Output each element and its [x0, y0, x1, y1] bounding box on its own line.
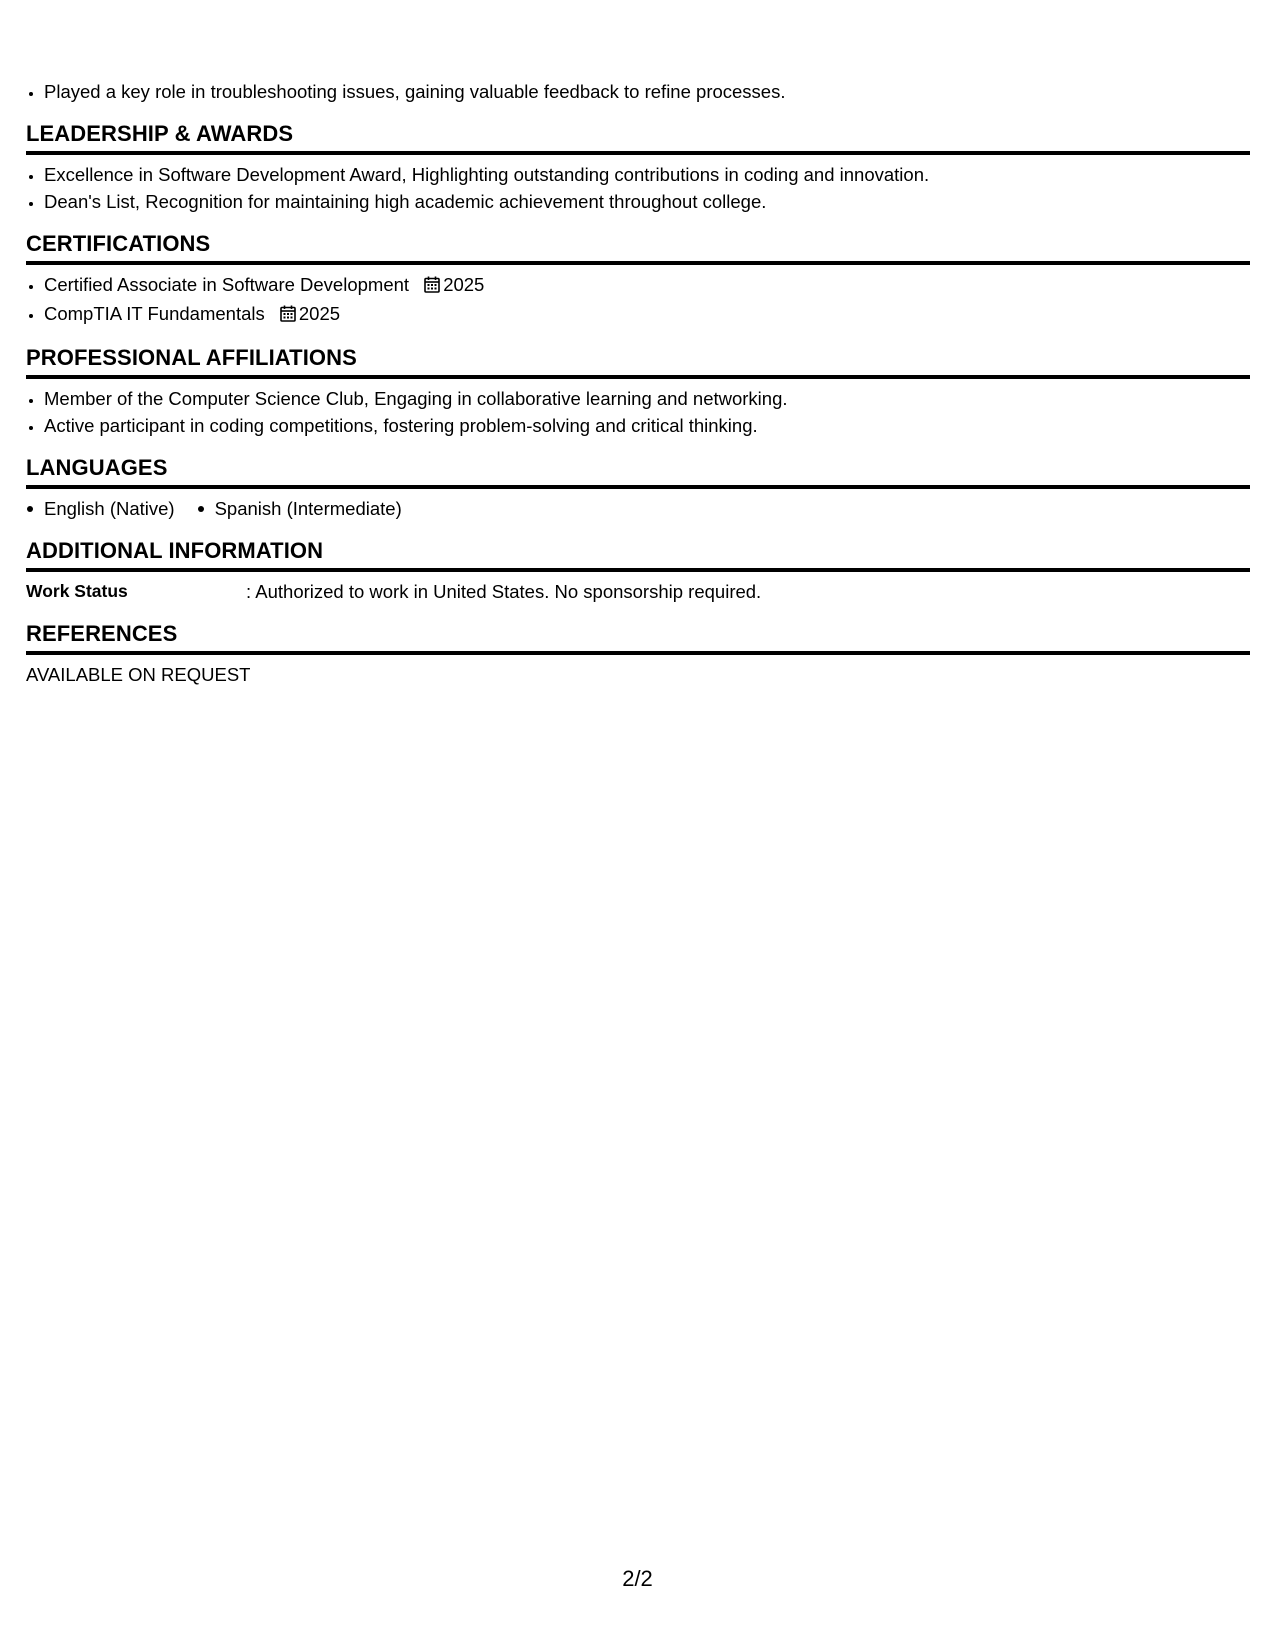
- section-title: REFERENCES: [26, 621, 1250, 655]
- references-text: AVAILABLE ON REQUEST: [26, 664, 251, 685]
- section-title: PROFESSIONAL AFFILIATIONS: [26, 345, 1250, 379]
- list-item: • Active participant in coding competitions, fostering problem-solving and critical thinking.: [44, 412, 1250, 439]
- continued-experience-list: [26, 78, 1250, 105]
- section-certifications: [26, 231, 1250, 329]
- section-languages: [26, 455, 1250, 522]
- certification-year: 2025: [443, 274, 485, 295]
- languages-list: [26, 495, 1250, 522]
- certification-year: 2025: [298, 303, 341, 324]
- list-item: [44, 300, 1250, 329]
- work-status-row: [26, 578, 1250, 605]
- calendar-icon: [424, 273, 440, 300]
- section-professional-affiliations: [26, 345, 1250, 439]
- section-title: LEADERSHIP & AWARDS: [26, 121, 1250, 155]
- section-title: CERTIFICATIONS: [26, 231, 1250, 265]
- calendar-icon: [280, 302, 296, 329]
- section-additional-information: [26, 538, 1250, 605]
- page-number: 2/2: [622, 1566, 653, 1591]
- section-leadership-awards: [26, 121, 1250, 215]
- list-item: • Excellence in Software Development Award, Highlighting outstanding contributions in coding and innovation.: [44, 161, 1250, 188]
- list-item: • Dean's List, Recognition for maintaining high academic achievement throughout college.: [44, 188, 1250, 215]
- list-item: • Member of the Computer Science Club, Engaging in collaborative learning and networking.: [44, 385, 1250, 412]
- section-title: ADDITIONAL INFORMATION: [26, 538, 1250, 572]
- certification-name: CompTIA IT Fundamentals: [44, 303, 265, 324]
- section-references: [26, 621, 1250, 688]
- certification-name: Certified Associate in Software Development: [44, 274, 410, 295]
- section-title: LANGUAGES: [26, 455, 1250, 489]
- list-item: [44, 271, 1250, 300]
- language-item: Spanish (Intermediate): [197, 495, 402, 522]
- awards-list: [26, 161, 1250, 215]
- list-item: • Played a key role in troubleshooting issues, gaining valuable feedback to refine processes.: [44, 78, 1250, 105]
- language-item: English (Native): [26, 495, 175, 522]
- resume-page: [26, 78, 1250, 688]
- work-status-label: Work Status: [26, 581, 128, 601]
- certifications-list: [26, 271, 1250, 329]
- affiliations-list: [26, 385, 1250, 439]
- work-status-value: : Authorized to work in United States. No sponsorship required.: [246, 581, 762, 602]
